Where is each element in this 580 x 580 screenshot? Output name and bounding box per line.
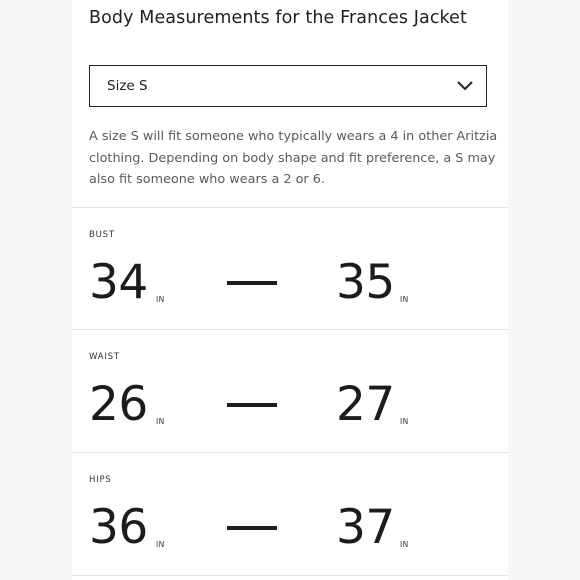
measurement-max-unit: IN [400, 295, 409, 304]
measurement-max: 37 [336, 500, 395, 555]
measurement-max-unit: IN [400, 540, 409, 549]
size-select-value: Size S [107, 78, 148, 94]
measurements-panel [72, 0, 508, 580]
measurement-max: 35 [336, 255, 395, 310]
size-description: A size S will fit someone who typically wears a 4 in other Aritzia clothing. Depending on body shape and fit preference, a S may also fit someone who wears a 2 or 6. [89, 129, 498, 187]
panel-title: Body Measurements for the Frances Jacket [89, 8, 467, 28]
range-dash [227, 526, 277, 530]
measurement-max-unit: IN [400, 417, 409, 426]
measurement-bust [72, 207, 508, 329]
divider [72, 575, 508, 576]
measurement-max: 27 [336, 377, 395, 432]
measurement-waist [72, 329, 508, 451]
measurement-min: 36 [89, 500, 148, 555]
chevron-down-icon [456, 78, 474, 94]
measurement-label: HIPS [89, 475, 112, 485]
measurement-min-unit: IN [156, 295, 165, 304]
measurement-label: BUST [89, 230, 115, 240]
measurement-min-unit: IN [156, 417, 165, 426]
measurement-hips [72, 452, 508, 574]
range-dash [227, 403, 277, 407]
range-dash [227, 281, 277, 285]
measurement-min-unit: IN [156, 540, 165, 549]
measurement-label: WAIST [89, 352, 120, 362]
measurement-min: 26 [89, 377, 148, 432]
measurement-min: 34 [89, 255, 148, 310]
size-select[interactable] [89, 65, 487, 107]
